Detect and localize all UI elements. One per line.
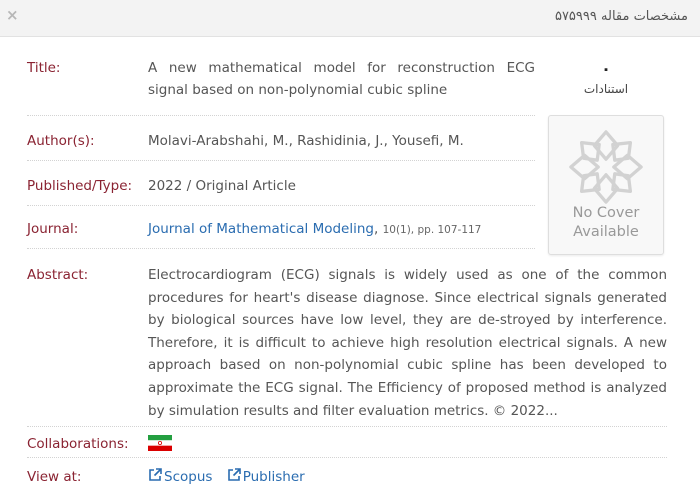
- authors-label: Author(s):: [27, 133, 95, 149]
- journal-value: [148, 218, 535, 241]
- view-at-row: [27, 466, 667, 492]
- citations-count: ۰: [601, 59, 611, 78]
- modal-title: مشخصات مقاله ۵۷۵۹۹۹: [554, 9, 688, 24]
- no-cover-line2: Available: [573, 224, 639, 240]
- citations-box: [548, 58, 664, 98]
- abstract-label: Abstract:: [27, 267, 89, 283]
- authors-row: [27, 130, 535, 161]
- cover-placeholder: [548, 115, 664, 255]
- modal-header: [0, 0, 700, 37]
- collaborations-value: [148, 433, 667, 455]
- title-label: Title:: [27, 60, 61, 76]
- collaborations-label: Collaborations:: [27, 436, 129, 452]
- article-title: A new mathematical model for reconstruction ECG signal based on non-polynomial cubic spline: [148, 60, 535, 98]
- authors-value: Molavi-Arabshahi, M., Rashidinia, J., Yousefi, M.: [148, 133, 464, 149]
- publisher-link-label: Publisher: [242, 469, 305, 485]
- journal-comma: ,: [373, 221, 383, 237]
- view-at-label: View at:: [27, 469, 82, 485]
- external-link-icon: [227, 468, 241, 482]
- no-cover-line1: No Cover: [572, 205, 640, 221]
- journal-meta: 10(1), pp. 107-117: [382, 224, 482, 236]
- published-value: 2022 / Original Article: [148, 178, 296, 194]
- title-row: [27, 57, 535, 116]
- journal-logo-icon: [567, 126, 645, 208]
- abstract-text: Electrocardiogram (ECG) signals is widely used as one of the common procedures for heart's disease diagnose. Since electrical signals generated by biological sources have low level, they are de-stroyed by interference. Therefore, it is difficult to achieve high resolution electrical signals. A new approach based on non-polynomial cubic spline has been developed to approximate the ECG signal. The Efficiency of proposed method is analyzed by simulation results and filter evaluation metrics. © 2022...: [148, 267, 667, 419]
- no-cover-text: [549, 204, 663, 242]
- journal-link[interactable]: Journal of Mathematical Modeling: [148, 221, 374, 237]
- publisher-link[interactable]: [227, 469, 305, 485]
- journal-label: Journal:: [27, 221, 79, 237]
- citations-label: استنادات: [583, 82, 629, 96]
- published-label: Published/Type:: [27, 178, 133, 194]
- external-link-icon: [148, 468, 162, 482]
- journal-row: [27, 218, 535, 249]
- abstract-row: [27, 264, 667, 427]
- collaborations-row: [27, 433, 667, 458]
- scopus-link[interactable]: [148, 469, 212, 485]
- close-icon[interactable]: ×: [6, 6, 19, 24]
- published-row: [27, 175, 535, 206]
- view-at-links: [148, 466, 667, 488]
- iran-flag-icon: [148, 435, 172, 451]
- scopus-link-label: Scopus: [164, 469, 213, 485]
